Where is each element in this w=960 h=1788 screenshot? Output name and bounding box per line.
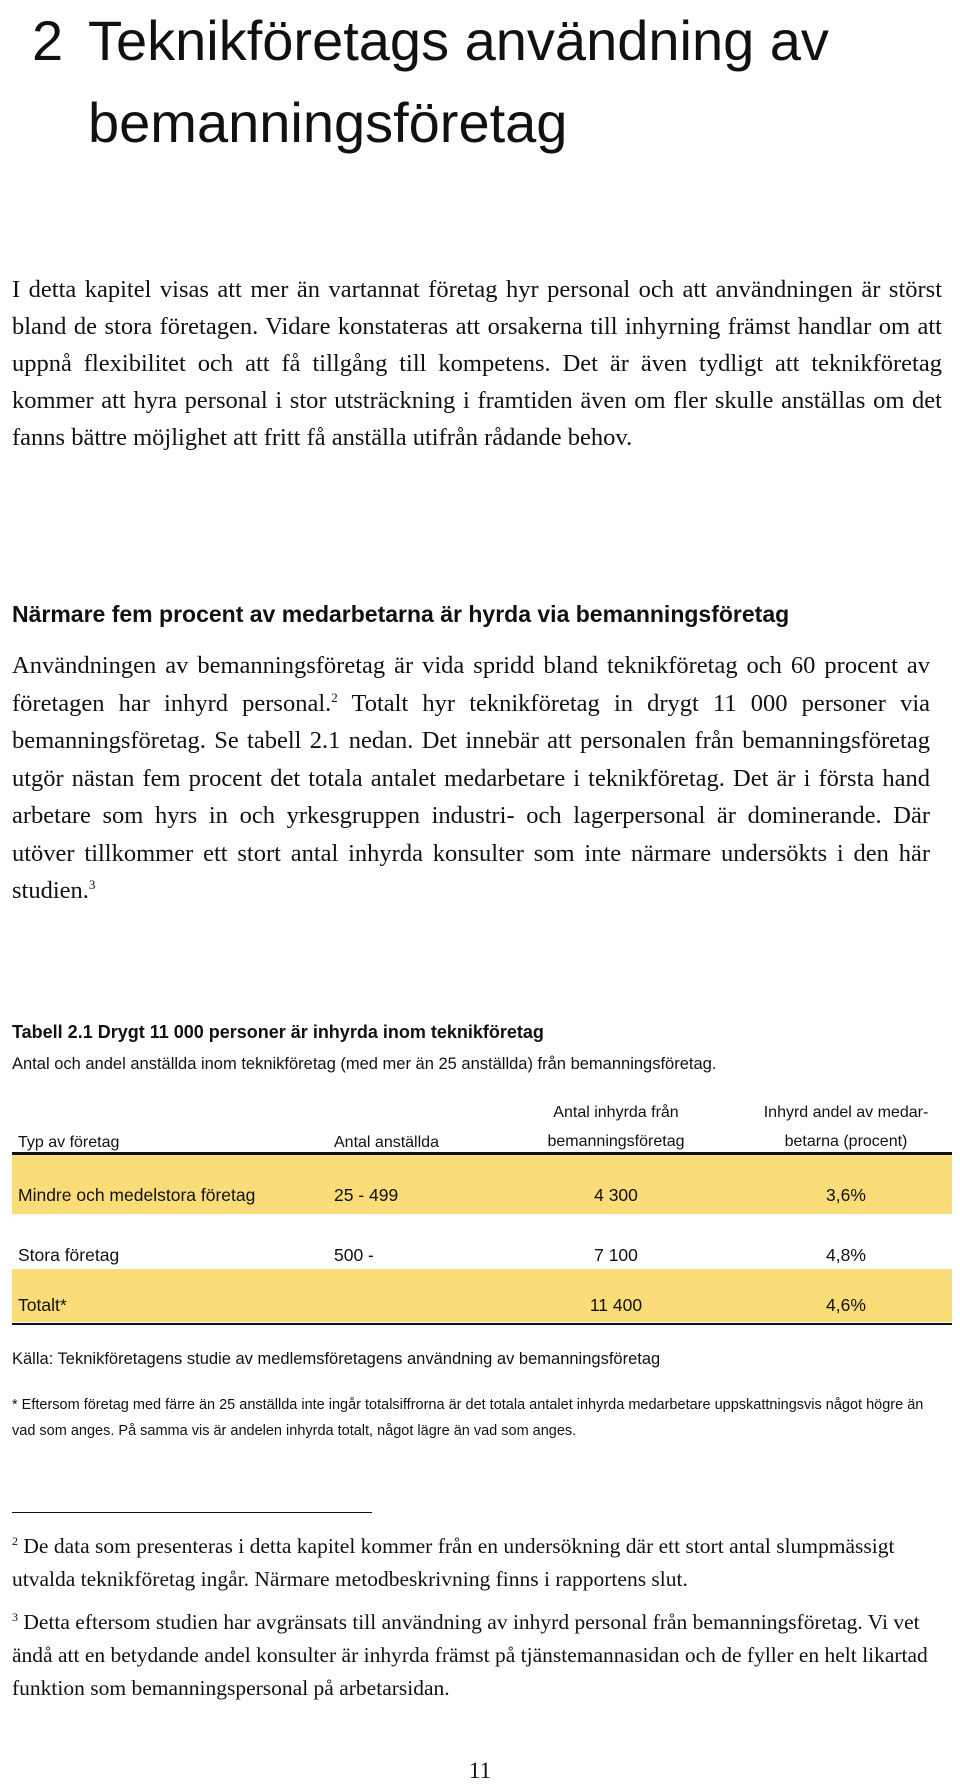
chapter-title-line1: Teknikföretags användning av	[88, 9, 829, 72]
footnote-3-text: Detta eftersom studien har avgränsats till användning av inhyrd personal från bemanningsföretag. Vi vet ändå att en betydande andel konsulter är inhyrda främst på tjänstemannasidan och de fyller en helt likartad funktion som bemanningspersonal på arbetarsidan.	[12, 1610, 928, 1700]
page-number: 11	[468, 1758, 492, 1783]
footnote-mark-3: 3	[12, 1609, 18, 1624]
cell-type: Stora företag	[18, 1245, 120, 1265]
cell-hired: 4 300	[594, 1185, 638, 1205]
footnote-ref-3[interactable]: 3	[88, 876, 96, 892]
cell-hired: 7 100	[594, 1245, 638, 1265]
cell-employees: 25 - 499	[334, 1185, 399, 1205]
cell-share: 4,8%	[826, 1245, 866, 1265]
footnote-ref-2[interactable]: 2	[331, 689, 338, 705]
chapter-title	[32, 0, 942, 164]
header-employees: Antal anställda	[334, 1134, 439, 1151]
data-table	[12, 1092, 952, 1325]
table-note: * Eftersom företag med färre än 25 anställda inte ingår totalsiffrorna är det totala antalet inhyrda medarbetare uppskattningsvis något högre än vad som anges. På samma vis är andelen inhyrda totalt, något lägre än vad som anges.	[12, 1397, 924, 1439]
table-bottom-rule	[12, 1323, 952, 1325]
header-hired	[516, 1098, 716, 1156]
table-subtitle: Antal och andel anställda inom teknikföretag (med mer än 25 anställda) från bemanningsföretag.	[12, 1055, 717, 1073]
table-row	[12, 1269, 952, 1323]
footnote-separator	[12, 1512, 372, 1513]
section-body-part1: Användningen av bemanningsföretag är vida spridd bland teknikföretag och 60 procent av företagen har inhyrd personal.	[12, 652, 930, 717]
cell-type: Totalt*	[18, 1295, 67, 1315]
cell-employees: 500 -	[334, 1245, 374, 1265]
header-hired-line2: bemanningsföretag	[547, 1133, 685, 1150]
header-company-type: Typ av företag	[18, 1134, 120, 1151]
section-body	[12, 647, 930, 910]
table-source: Källa: Teknikföretagens studie av medlemsföretagens användning av bemanningsföretag	[12, 1350, 661, 1368]
footnote-2-text: De data som presenteras i detta kapitel kommer från en undersökning där ett stort antal slumpmässigt utvalda teknikföretag ingår. Närmare metodbeskrivning finns i rapportens slut.	[12, 1534, 895, 1591]
cell-share: 4,6%	[826, 1295, 866, 1315]
chapter-title-line2: bemanningsföretag	[88, 91, 568, 154]
section-body-part2: Totalt hyr teknikföretag in drygt 11 000 personer via bemanningsföretag. Se tabell 2.1 nedan. Det innebär att personalen från bemanningsföretag utgör nästan fem procent det totala antalet medarbetare i teknikföretag. Det är i första hand arbetare som hyrs in och yrkesgruppen industri- och lagerpersonal är dominerande. Där utöver tillkommer ett stort antal inhyrda konsulter som inte närmare undersökts i den här studien.	[12, 689, 930, 904]
chapter-number: 2	[32, 9, 64, 72]
table-row	[12, 1215, 952, 1269]
footnote-mark-2: 2	[12, 1533, 18, 1548]
intro-paragraph: I detta kapitel visas att mer än vartannat företag hyr personal och att användningen är störst bland de stora företagen. Vidare konstateras att orsakerna till inhyrning främst handlar om att uppnå flexibilitet och att få tillgång till kompetens. Det är även tydligt att teknikföretag kommer att hyra personal i stor utsträckning i framtiden även om fler skulle anställas om det fanns bättre möjlighet att fritt få anställa utifrån rådande behov.	[12, 276, 942, 451]
header-share	[736, 1098, 956, 1156]
section-heading: Närmare fem procent av medarbetarna är hyrda via bemanningsföretag	[12, 601, 790, 627]
table-header	[12, 1092, 952, 1152]
footnote-3	[12, 1606, 942, 1705]
header-share-line1: Inhyrd andel av medar-	[763, 1104, 929, 1121]
header-hired-line1: Antal inhyrda från	[553, 1104, 679, 1121]
header-share-line2: betarna (procent)	[784, 1133, 908, 1150]
cell-type: Mindre och medelstora företag	[18, 1185, 256, 1205]
table-row	[12, 1155, 952, 1215]
footnote-2	[12, 1530, 942, 1596]
cell-hired: 11 400	[589, 1295, 643, 1315]
cell-share: 3,6%	[826, 1185, 866, 1205]
table-title: Tabell 2.1 Drygt 11 000 personer är inhyrda inom teknikföretag	[12, 1022, 544, 1042]
